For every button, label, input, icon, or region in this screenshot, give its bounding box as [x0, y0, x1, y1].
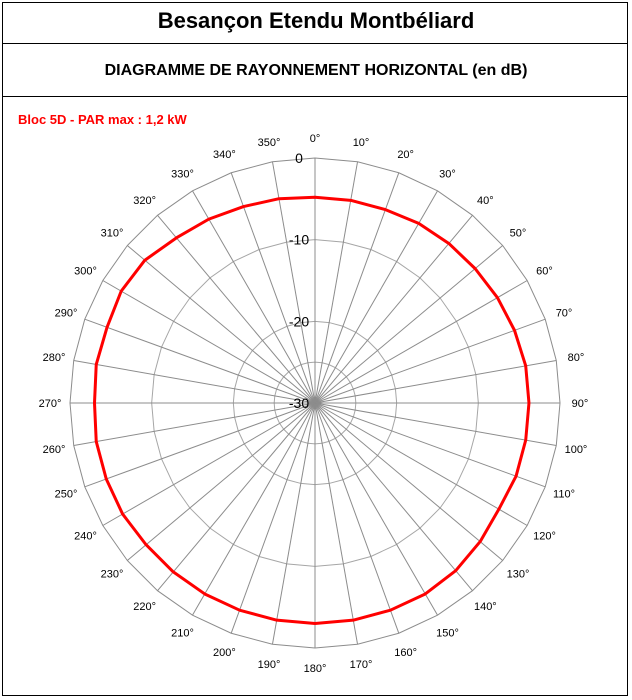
pattern-point — [352, 619, 354, 621]
angle-tick-label: 190° — [257, 658, 281, 671]
radial-tick-label: -30 — [288, 395, 310, 411]
pattern-point — [314, 196, 316, 198]
angle-tick-label: 30° — [439, 168, 456, 181]
angle-tick-label: 90° — [571, 398, 589, 410]
angle-tick-label: 140° — [473, 601, 497, 614]
radial-tick-label: 0 — [295, 150, 303, 166]
pattern-point — [95, 441, 97, 443]
pattern-point — [479, 541, 481, 543]
angle-tick-label: 350° — [257, 137, 281, 150]
pattern-point — [243, 206, 245, 208]
angle-tick-label: 40° — [477, 194, 494, 207]
radial-tick-label: -10 — [288, 231, 310, 248]
pattern-point — [514, 330, 516, 332]
angle-tick-label: 150° — [436, 627, 459, 640]
angle-tick-label: 10° — [352, 137, 370, 150]
angle-tick-label: 60° — [536, 265, 553, 278]
angle-tick-label: 240° — [74, 530, 97, 543]
pattern-point — [455, 570, 457, 572]
pattern-point — [208, 218, 210, 220]
pattern-point — [176, 237, 178, 239]
pattern-point — [278, 198, 280, 200]
chart-title: DIAGRAMME DE RAYONNEMENT HORIZONTAL (en dB) — [104, 62, 528, 79]
angle-tick-label: 100° — [564, 444, 588, 457]
pattern-point — [204, 593, 206, 595]
radial-tick-label: -20 — [288, 313, 310, 330]
angle-spokes — [70, 158, 560, 648]
angle-tick-label: 280° — [42, 351, 66, 364]
pattern-point — [95, 364, 97, 366]
radial-tick-labels — [289, 150, 309, 411]
pattern-point — [172, 571, 174, 573]
angle-tick-label: 210° — [171, 627, 194, 640]
angle-tick-label: 130° — [506, 568, 530, 581]
angle-tick-label: 80° — [567, 351, 585, 364]
angle-tick-label: 340° — [212, 148, 236, 161]
angle-tick-label: 310° — [100, 227, 124, 240]
pattern-point — [525, 365, 527, 367]
pattern-point — [144, 259, 146, 261]
station-title: Besançon Etendu Montbéliard — [157, 8, 475, 33]
pattern-point — [528, 402, 530, 404]
angle-tick-label: 70° — [555, 307, 573, 320]
angle-tick-label: 160° — [394, 647, 418, 660]
pattern-point — [497, 297, 499, 299]
pattern-point — [474, 268, 476, 270]
angle-tick-label: 170° — [349, 658, 373, 671]
pattern-point — [418, 223, 420, 225]
pattern-point — [515, 475, 517, 477]
angle-tick-label: 120° — [533, 530, 556, 543]
pattern-point — [448, 243, 450, 245]
angle-tick-label: 110° — [553, 488, 575, 501]
pattern-line — [95, 194, 529, 623]
angle-tick-label: 180° — [303, 663, 327, 675]
pattern-point — [94, 402, 96, 404]
pattern-point — [120, 290, 122, 292]
angle-tick-label: 330° — [171, 168, 194, 181]
power-note: Bloc 5D - PAR max : 1,2 kW — [18, 112, 187, 127]
pattern-point — [105, 478, 107, 480]
angle-tick-label: 200° — [212, 647, 236, 660]
pattern-point — [498, 508, 500, 510]
pattern-point — [314, 623, 316, 625]
angle-tick-label: 270° — [38, 398, 62, 410]
angle-tick-label: 320° — [133, 194, 157, 207]
pattern-point — [106, 327, 108, 329]
pattern-point — [350, 200, 352, 202]
pattern-point — [122, 513, 124, 515]
pattern-series — [94, 196, 530, 624]
angle-tick-label: 300° — [74, 265, 97, 278]
angle-tick-label: 260° — [42, 444, 66, 457]
angle-tick-label: 0° — [309, 133, 321, 145]
pattern-point — [424, 593, 426, 595]
angle-tick-label: 230° — [100, 568, 124, 581]
pattern-point — [390, 609, 392, 611]
angle-tick-label: 250° — [54, 488, 78, 501]
pattern-point — [145, 544, 147, 546]
pattern-point — [276, 619, 278, 621]
angle-tick-label: 50° — [509, 227, 527, 240]
angle-tick-label: 290° — [54, 307, 78, 320]
pattern-point — [385, 209, 387, 211]
pattern-point — [239, 609, 241, 611]
pattern-point — [525, 439, 527, 441]
angle-tick-label: 20° — [397, 148, 414, 161]
angle-tick-label: 220° — [133, 601, 157, 614]
